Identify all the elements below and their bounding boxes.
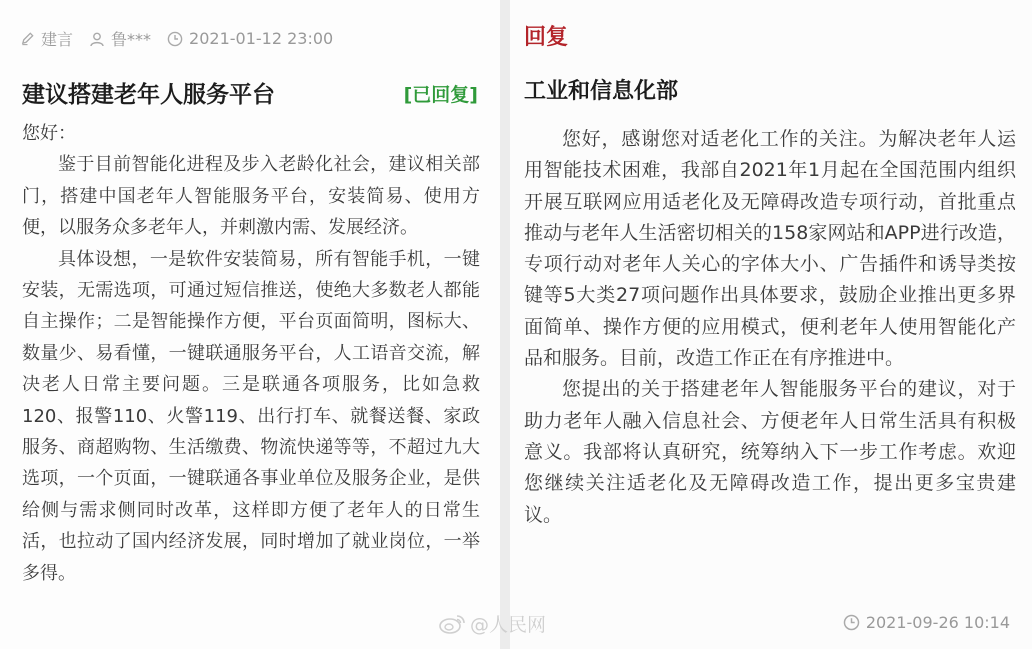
author-name: 鲁*** bbox=[111, 30, 152, 49]
pen-icon bbox=[20, 31, 35, 46]
watermark-text: @人民网 bbox=[470, 614, 547, 636]
reply-department: 工业和信息化部 bbox=[524, 79, 679, 104]
weibo-icon bbox=[438, 613, 466, 635]
reply-paragraph: 您提出的关于搭建老年人智能服务平台的建议，对于助力老年人融入信息社会、方便老年人日常生活具有积极意义。我部将认真研究，统筹纳入下一步工作考虑。欢迎您继续关注适老化及无障碍改造工作，提出更多宝贵建议。 bbox=[524, 378, 1016, 526]
suggestion-panel bbox=[0, 0, 500, 649]
author bbox=[89, 27, 151, 50]
suggestion-body bbox=[22, 118, 480, 589]
category-tag[interactable] bbox=[20, 27, 73, 50]
category-label: 建言 bbox=[41, 30, 74, 49]
replied-status-badge: [已回复] bbox=[403, 84, 478, 106]
panel-divider bbox=[500, 0, 510, 649]
reply-paragraph: 您好，感谢您对适老化工作的关注。为解决老年人运用智能技术困难，我部自2021年1月起在全国范围内组织开展互联网应用适老化及无障碍改造专项行动，首批重点推动与老年人生活密切相关的158家网站和APP进行改造，专项行动对老年人关心的字体大小、广告插件和诱导类按键等5大类27项问题作出具体要求，鼓励企业推出更多界面简单、操作方便的应用模式，便利老年人使用智能化产品和服务。目前，改造工作正在有序推进中。 bbox=[524, 128, 1016, 370]
user-icon bbox=[89, 31, 105, 47]
reply-body bbox=[524, 124, 1016, 531]
reply-heading: 回复 bbox=[524, 25, 569, 50]
reply-timestamp: 2021-09-26 10:14 bbox=[865, 613, 1010, 632]
suggestion-paragraph: 鉴于目前智能化进程及步入老龄化社会，建议相关部门，搭建中国老年人智能服务平台，安装简易、使用方便，以服务众多老年人，并刺激内需、发展经济。 bbox=[22, 154, 480, 239]
clock-icon bbox=[843, 614, 860, 631]
suggestion-meta bbox=[20, 27, 349, 50]
suggestion-title: 建议搭建老年人服务平台 bbox=[22, 82, 275, 108]
post-timestamp: 2021-01-12 23:00 bbox=[189, 29, 334, 48]
post-time bbox=[167, 29, 333, 48]
reply-panel bbox=[510, 0, 1032, 649]
clock-icon bbox=[167, 31, 183, 47]
greeting: 您好： bbox=[22, 123, 76, 144]
reply-time bbox=[843, 613, 1010, 632]
watermark bbox=[438, 610, 546, 637]
suggestion-paragraph: 具体设想，一是软件安装简易，所有智能手机，一键安装，无需选项，可通过短信推送，使绝大多数老人都能自主操作；二是智能操作方便，平台页面简明，图标大、数量少、易看懂，一键联通服务平台，人工语音交流，解决老人日常主要问题。三是联通各项服务，比如急救120、报警110、火警119、出行打车、就餐送餐、家政服务、商超购物、生活缴费、物流快递等等，不超过九大选项，一个页面，一键联通各事业单位及服务企业，是供给侧与需求侧同时改革，这样即方便了老年人的日常生活，也拉动了国内经济发展，同时增加了就业岗位，一举多得。 bbox=[22, 248, 480, 584]
